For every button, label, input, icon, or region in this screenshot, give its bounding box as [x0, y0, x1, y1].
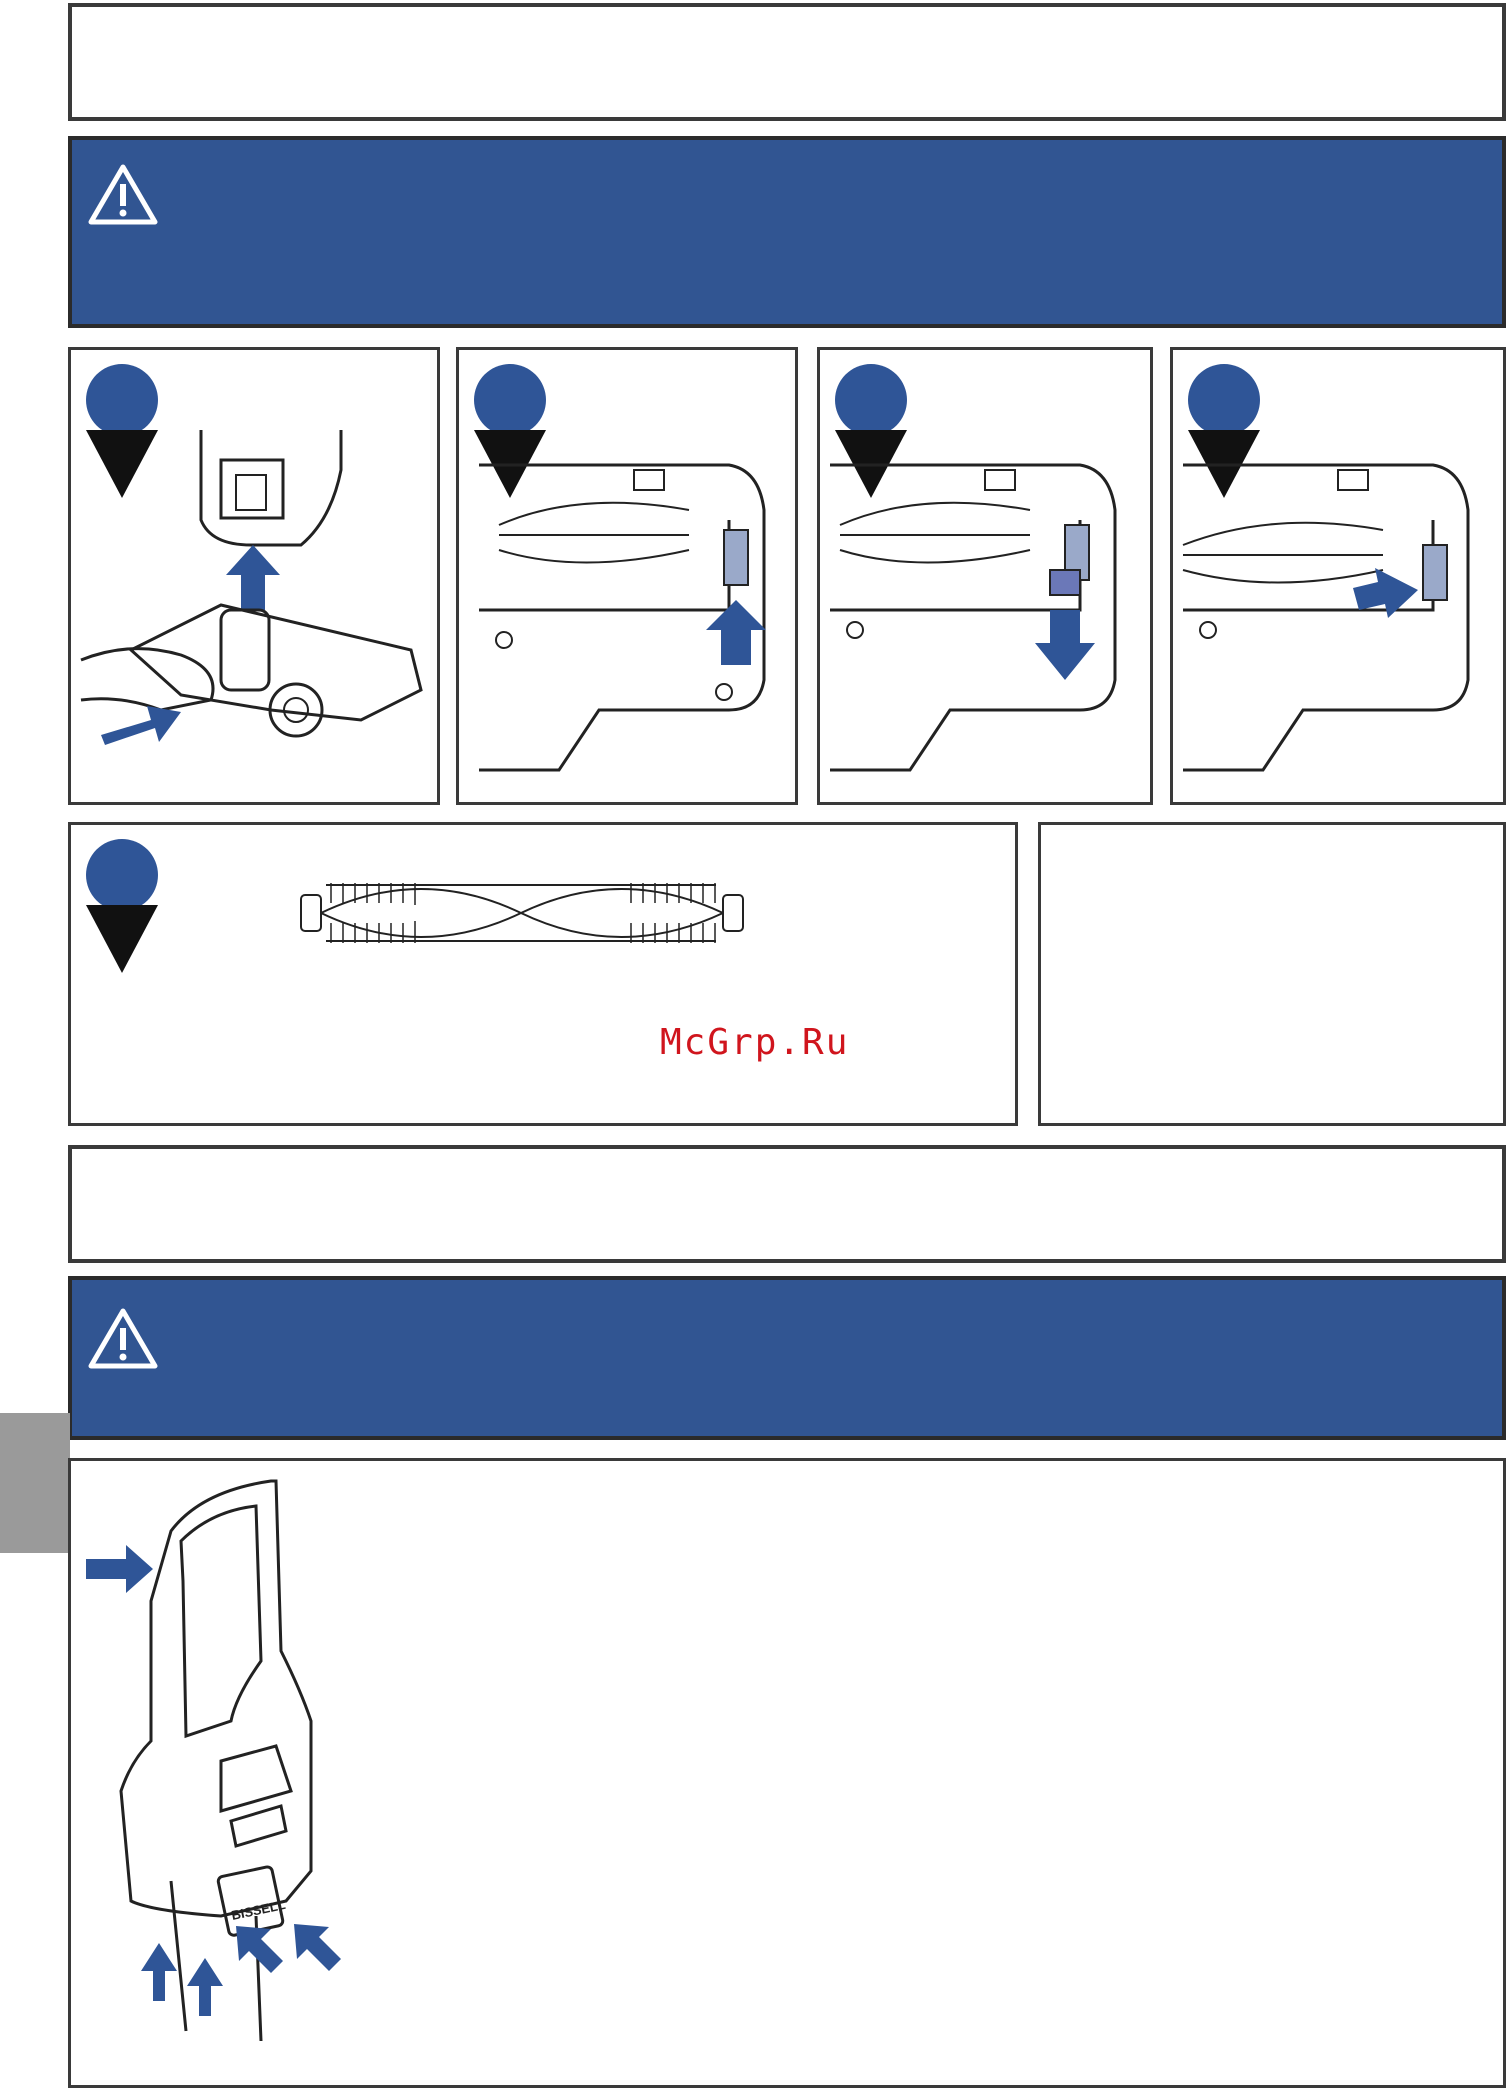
side-note-box — [1038, 822, 1506, 1126]
blue-arrow-icon — [236, 1926, 283, 1973]
step-marker-icon — [86, 364, 158, 498]
brand-logo: BISSELL — [229, 1896, 287, 1923]
blue-arrow-icon — [101, 706, 181, 745]
step-3-panel — [817, 347, 1153, 805]
step-marker-icon — [86, 839, 158, 973]
blue-arrow-icon — [86, 1545, 153, 1593]
blue-arrow-icon — [141, 1943, 177, 2001]
step-1-panel — [68, 347, 440, 805]
warning-banner-top — [68, 136, 1506, 328]
step-marker-icon — [1188, 364, 1260, 498]
section-header-box-bottom — [68, 1145, 1506, 1263]
blue-arrow-icon — [226, 545, 280, 610]
step-marker-icon — [835, 364, 907, 498]
warning-banner-bottom — [68, 1276, 1506, 1440]
blue-arrow-icon — [1035, 610, 1095, 680]
handle-figure-panel — [68, 1458, 1506, 2088]
section-header-box-top — [68, 3, 1506, 121]
blue-arrow-icon — [187, 1958, 223, 2016]
step-4-panel — [1170, 347, 1506, 805]
step-2-panel — [456, 347, 798, 805]
brush-roll-figure — [301, 883, 743, 943]
step-5-panel — [68, 822, 1018, 1126]
watermark-text: McGrp.Ru — [660, 1022, 850, 1063]
warning-triangle-icon — [88, 164, 158, 226]
handle-figure — [121, 1481, 311, 2041]
step-marker-icon — [474, 364, 546, 498]
warning-triangle-icon — [88, 1308, 158, 1370]
blue-arrow-icon — [294, 1924, 341, 1971]
section-tab — [0, 1413, 70, 1553]
